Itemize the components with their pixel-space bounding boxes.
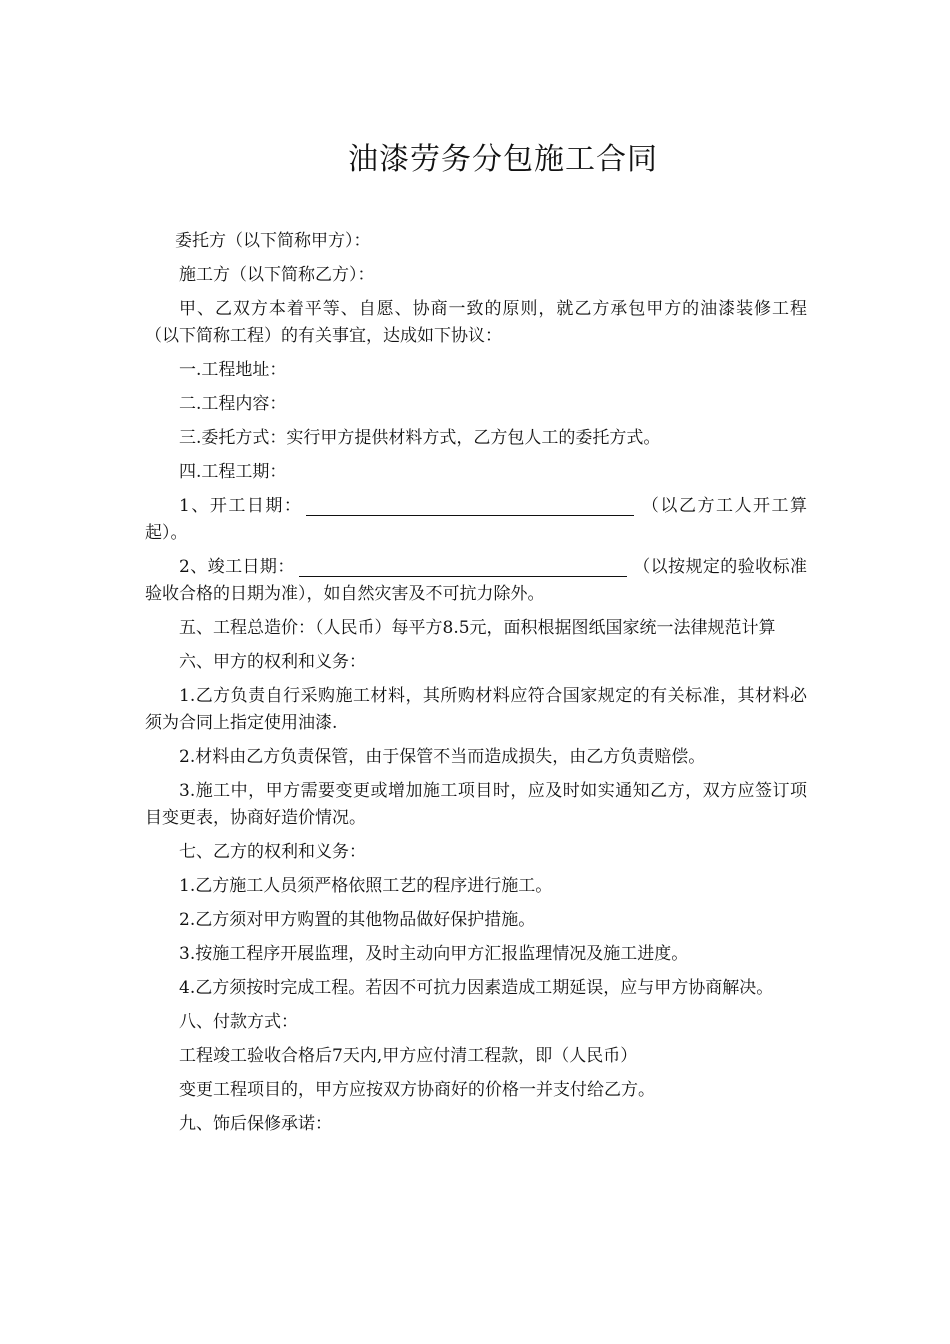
section-7-item-4: 4.乙方须按时完成工程。若因不可抗力因素造成工期延误，应与甲方协商解决。 xyxy=(179,978,774,998)
section-8-heading: 八、付款方式： xyxy=(179,1012,298,1032)
section-4-schedule: 四.工程工期： xyxy=(179,462,287,482)
start-date-label: 1、开工日期： xyxy=(179,496,303,516)
section-8-payment: 工程竣工验收合格后7天内,甲方应付清工程款，即（人民币） xyxy=(179,1046,638,1066)
section-7-item-1: 1.乙方施工人员须严格依照工艺的程序进行施工。 xyxy=(179,876,553,896)
start-date-blank xyxy=(306,495,634,516)
start-date-line xyxy=(145,493,807,547)
section-3-method: 三.委托方式：实行甲方提供材料方式，乙方包人工的委托方式。 xyxy=(179,428,661,448)
client-party-line: 委托方（以下简称甲方）： xyxy=(175,231,371,251)
section-7-heading: 七、乙方的权利和义务： xyxy=(179,842,366,862)
section-9-heading: 九、饰后保修承诺： xyxy=(179,1114,332,1134)
section-6-heading: 六、甲方的权利和义务： xyxy=(179,652,366,672)
document-body xyxy=(145,228,807,1145)
section-2-content: 二.工程内容： xyxy=(179,394,287,414)
end-date-blank xyxy=(299,556,627,577)
end-date-line xyxy=(145,554,807,608)
section-7-item-3: 3.按施工程序开展监理，及时主动向甲方汇报监理情况及施工进度。 xyxy=(179,944,689,964)
end-date-note: （以按规定的验收标准验收合格的日期为准），如自然灾害及不可抗力除外。 xyxy=(145,557,807,604)
contractor-party-line: 施工方（以下简称乙方）： xyxy=(179,265,375,285)
section-6-item-1: 1.乙方负责自行采购施工材料，其所购材料应符合国家规定的有关标准，其材料必须为合同上指定使用油漆. xyxy=(145,686,807,733)
section-6-item-3: 3.施工中，甲方需要变更或增加施工项目时，应及时如实通知乙方，双方应签订项目变更表，协商好造价情况。 xyxy=(145,781,807,828)
section-7-item-2: 2.乙方须对甲方购置的其他物品做好保护措施。 xyxy=(179,910,536,930)
section-1-address: 一.工程地址： xyxy=(179,360,287,380)
section-6-item-2: 2.材料由乙方负责保管，由于保管不当而造成损失，由乙方负责赔偿。 xyxy=(179,747,706,767)
preamble-paragraph: 甲、乙双方本着平等、自愿、协商一致的原则，就乙方承包甲方的油漆装修工程（以下简称工程）的有关事宜，达成如下协议： xyxy=(145,299,807,346)
document-title: 油漆劳务分包施工合同 xyxy=(348,142,658,177)
end-date-label: 2、竣工日期： xyxy=(179,557,295,577)
start-date-note: （以乙方工人开工算起）。 xyxy=(145,496,808,543)
section-5-price: 五、工程总造价：（人民币）每平方8.5元，面积根据图纸国家统一法律规范计算 xyxy=(179,618,776,638)
section-8-change: 变更工程项目的，甲方应按双方协商好的价格一并支付给乙方。 xyxy=(179,1080,655,1100)
